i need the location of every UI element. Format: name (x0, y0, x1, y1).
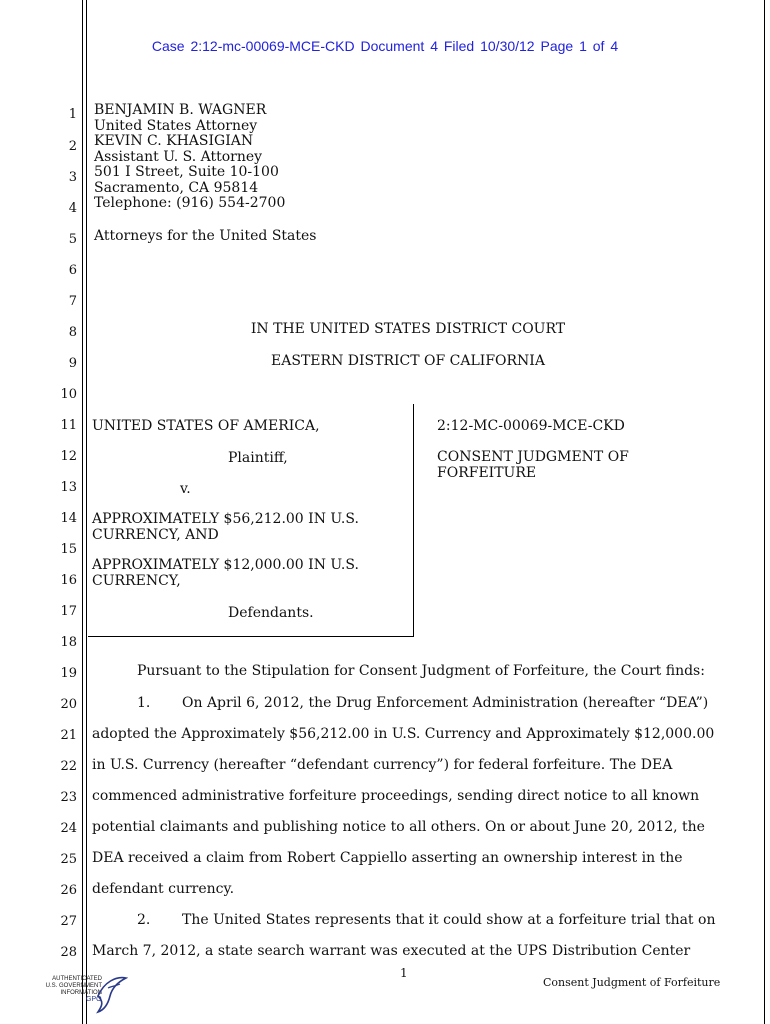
line-number: 16 (60, 573, 77, 588)
attorney-line: Sacramento, CA 95814 (94, 179, 259, 196)
line-number: 14 (60, 511, 77, 526)
attorney-line: KEVIN C. KHASIGIAN (94, 133, 254, 149)
versus: v. (180, 481, 191, 497)
gpo-text-line: AUTHENTICATED (52, 976, 102, 982)
line-number: 19 (60, 666, 77, 681)
attorney-line: 501 I Street, Suite 10-100 (94, 164, 279, 180)
caption-divider-horizontal (88, 636, 414, 637)
attorneys-for: Attorneys for the United States (94, 228, 317, 244)
paragraph-1-line: adopted the Approximately $56,212.00 in U.S. Currency and Approximately $12,000.00 (92, 726, 715, 742)
line-number: 24 (60, 821, 77, 836)
line-number: 20 (60, 697, 77, 712)
court-name: IN THE UNITED STATES DISTRICT COURT (250, 321, 566, 337)
line-number: 28 (60, 945, 77, 960)
line-number: 1 (68, 107, 77, 122)
line-number: 7 (68, 294, 77, 309)
line-number: 25 (60, 852, 77, 867)
plaintiff-role: Plaintiff, (228, 450, 288, 466)
attorney-line: BENJAMIN B. WAGNER (94, 102, 267, 118)
attorney-block (94, 103, 285, 212)
line-number: 5 (68, 232, 77, 247)
line-number: 8 (68, 325, 77, 340)
paragraph-1-number: 1. (137, 695, 151, 711)
line-number: 17 (60, 604, 77, 619)
paragraph-1-line: potential claimants and publishing notice to all others. On or about June 20, 2012, the (92, 819, 705, 835)
paragraph-1-line: in U.S. Currency (hereafter “defendant currency”) for federal forfeiture. The DEA (92, 757, 673, 773)
paragraph-2-line: March 7, 2012, a state search warrant was executed at the UPS Distribution Center (92, 943, 691, 959)
eagle-icon (94, 974, 128, 1014)
line-number: 26 (60, 883, 77, 898)
defendant-2 (92, 558, 359, 589)
gpo-text-line: INFORMATION (60, 990, 102, 996)
line-number: 9 (68, 356, 77, 371)
document-title-line: FORFEITURE (437, 464, 537, 481)
paragraph-1-line: DEA received a claim from Robert Cappiello asserting an ownership interest in the (92, 850, 683, 866)
plaintiff-name: UNITED STATES OF AMERICA, (92, 418, 320, 434)
line-number: 23 (60, 790, 77, 805)
attorney-line: Telephone: (916) 554-2700 (94, 195, 286, 211)
right-margin-rule (764, 0, 765, 1024)
line-number: 2 (68, 139, 77, 154)
defendant-2-line: CURRENCY, (92, 572, 181, 589)
line-number: 22 (60, 759, 77, 774)
footer-title: Consent Judgment of Forfeiture (543, 976, 721, 989)
case-header-stamp: Case 2:12-mc-00069-MCE-CKD Document 4 Filed 10/30/12 Page 1 of 4 (151, 38, 619, 54)
gpo-text-line: U.S. GOVERNMENT (45, 983, 102, 989)
left-margin-rule-outer (82, 0, 83, 1024)
intro-sentence: Pursuant to the Stipulation for Consent Judgment of Forfeiture, the Court finds: (137, 663, 705, 679)
gpo-authentication-seal (44, 974, 130, 1018)
left-margin-rule-inner (86, 0, 87, 1024)
line-number: 15 (60, 542, 77, 557)
defendant-role: Defendants. (228, 605, 314, 621)
line-number: 6 (68, 263, 77, 278)
defendant-2-line: APPROXIMATELY $12,000.00 IN U.S. (92, 557, 359, 573)
paragraph-1-line: commenced administrative forfeiture proceedings, sending direct notice to all known (92, 788, 700, 804)
line-number: 3 (68, 170, 77, 185)
caption-divider-vertical (413, 404, 414, 637)
line-number: 10 (60, 387, 77, 402)
attorney-line: Assistant U. S. Attorney (94, 148, 263, 165)
paragraph-1-line: defendant currency. (92, 881, 235, 897)
document-title-line: CONSENT JUDGMENT OF (437, 449, 629, 465)
line-number: 21 (60, 728, 77, 743)
paragraph-2-line: The United States represents that it could show at a forfeiture trial that on (182, 912, 716, 928)
page-number: 1 (400, 966, 408, 980)
line-number: 11 (60, 418, 77, 433)
line-number: 18 (60, 635, 77, 650)
line-number: 27 (60, 914, 77, 929)
line-number: 4 (68, 201, 77, 216)
paragraph-2-number: 2. (137, 912, 151, 928)
case-number: 2:12-MC-00069-MCE-CKD (437, 418, 625, 434)
defendant-1-line: APPROXIMATELY $56,212.00 IN U.S. (92, 511, 359, 527)
defendant-1-line: CURRENCY, AND (92, 526, 219, 543)
line-number: 12 (60, 449, 77, 464)
paragraph-1-line: On April 6, 2012, the Drug Enforcement Administration (hereafter “DEA”) (182, 695, 709, 711)
defendant-1 (92, 512, 359, 543)
attorney-line: United States Attorney (94, 117, 258, 134)
court-district: EASTERN DISTRICT OF CALIFORNIA (271, 353, 545, 369)
line-number: 13 (60, 480, 77, 495)
document-title (437, 450, 629, 481)
gpo-mark: GPO (86, 996, 102, 1003)
